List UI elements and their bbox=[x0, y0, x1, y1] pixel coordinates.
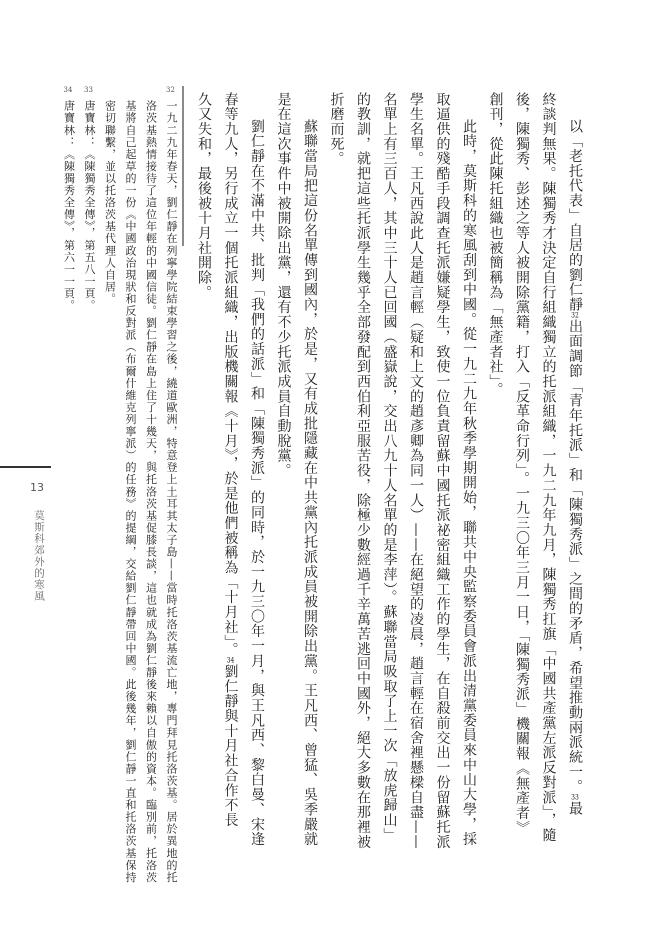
text-segment: 名單上有三百人，其中三十人已回國（盛嶽說，交出八九十人名單的是李萍）。蘇聯當局吸取了上一次「放虎歸山」 bbox=[381, 92, 398, 843]
text-segment: 出面調節「青年托派」和「陳獨秀派」之間的矛盾，希望推動兩派統一。 bbox=[567, 319, 583, 795]
footnote-column bbox=[58, 86, 79, 883]
text-column bbox=[244, 92, 271, 847]
text-segment: 後，陳獨秀、彭述之等人被開除黨籍，打入「反革命行列」。一九三〇年三月一日，「陳獨秀派」機關報《無產者》 bbox=[514, 92, 530, 836]
text-segment: 是在這次事件中被開除出黨，還有不少托派成員自動脫黨。 bbox=[275, 92, 292, 479]
text-segment: 最 bbox=[567, 801, 583, 817]
text-segment: 終談判無果。陳獨秀才決定自行組織獨立的托派組織，一九二九年九月，陳獨秀扛旗「中國共產黨左派反對派」，隨 bbox=[540, 92, 557, 843]
text-segment: 春等九人，另行成立一個托派組織，出版機關報《十月》，於是他們被稱為「十月社」。 bbox=[222, 92, 239, 658]
footnote-column bbox=[161, 86, 182, 883]
running-title: 莫斯科郊外的寒風 bbox=[33, 510, 45, 602]
text-column bbox=[191, 92, 218, 832]
page-number: 13 bbox=[30, 481, 44, 494]
footnote-marker: 33 bbox=[571, 794, 579, 802]
text-column bbox=[323, 92, 350, 832]
footnote-text: 密切聯繫，並以托洛茨基代理人自居。 bbox=[103, 100, 117, 305]
footnote-column bbox=[120, 86, 141, 883]
text-segment: 以「老托代表」自居的劉仁靜 bbox=[567, 119, 583, 313]
text-column bbox=[376, 92, 403, 843]
footnote-number: 32 bbox=[166, 86, 175, 94]
footnote-text: 基將自己起草的一份《中國政治現狀和反對派（布爾什維克列寧派）的任務》的提綱，交給劉仁靜帶回中國。此後幾年，劉仁靜一直和托洛茨基保持 bbox=[124, 100, 137, 884]
footnote-number: 34 bbox=[63, 86, 73, 94]
footnote-text: 洛茨基熱情接待了這位年輕的中國信徒。劉仁靜在島上住了十幾天，與托洛茨基促膝長談，這也就成為劉仁靜後來賴以自傲的資本。臨別前，托洛茨 bbox=[144, 100, 158, 884]
text-column bbox=[482, 92, 509, 832]
text-column bbox=[350, 92, 377, 850]
text-column bbox=[217, 92, 244, 832]
text-segment: 此時，莫斯科的寒風刮到中國。從一九二九年秋季學期開始，聯共中央監察委員會派出清黨委員來中山大學，採 bbox=[461, 119, 477, 847]
text-segment: 創刊，從此陳托組織也被簡稱為「無產者社」。 bbox=[487, 92, 504, 397]
footnote-text: 一九二九年春天，劉仁靜在列寧學院結束學習之後，繞道歐洲，特意登上土耳其太子島——當時托洛茨基流亡地，專門拜見托洛茨基。居於異地的托 bbox=[165, 100, 178, 884]
text-segment: 的教訓，就把這些托派學生幾乎全部發配到西伯利亞服苦役，除極少數經過千辛萬苦逃回中國外，絕大多數在那裡被 bbox=[355, 92, 371, 850]
footnote-text: 唐寶林：《陳獨秀全傳》，第六一一頁。 bbox=[62, 100, 76, 312]
text-column bbox=[403, 92, 430, 850]
footnote-column bbox=[99, 86, 120, 883]
margin-rule bbox=[0, 466, 51, 468]
text-segment: 劉仁靜在不滿中共、批判「我們的話派」和「陳獨秀派」的同時，於一九三〇年一月，與王凡西、黎白曼、宋逢 bbox=[249, 119, 265, 847]
text-column bbox=[297, 92, 324, 847]
text-segment: 取逼供的殘酷手段調查托派嫌疑學生，致使一位負責留蘇中國托派祕密組織工作的學生，在自殺前交出一份留蘇托派 bbox=[434, 92, 451, 850]
footnote-marker: 32 bbox=[571, 312, 579, 320]
footnotes bbox=[58, 86, 181, 883]
footnote-divider bbox=[182, 86, 184, 246]
text-column bbox=[562, 92, 589, 832]
footnote-text: 唐寶林：《陳獨秀全傳》，第五八一頁。 bbox=[83, 100, 96, 312]
footnote-marker: 34 bbox=[226, 657, 235, 665]
text-segment: 學生名單。王凡西說此人是趙言輕（疑和上文的趙彥卿為同一人）——在絕望的凌晨，趙言輕在宿舍裡懸樑自盡—— bbox=[408, 92, 424, 850]
footnote-column bbox=[140, 86, 161, 883]
body-text bbox=[191, 92, 589, 850]
footnote-column bbox=[79, 86, 100, 883]
text-segment: 蘇聯當局把這份名單傳到國內，於是，又有成批隱藏在中共黨內托派成員被開除出黨。王凡西、曾猛、吳季嚴就 bbox=[302, 119, 318, 847]
text-column bbox=[270, 92, 297, 832]
text-segment: 折磨而死。 bbox=[328, 92, 345, 167]
text-column bbox=[429, 92, 456, 850]
text-column bbox=[509, 92, 536, 836]
footnote-number: 33 bbox=[84, 86, 93, 94]
text-column bbox=[535, 92, 562, 843]
text-column bbox=[456, 92, 483, 847]
text-segment: 久又失和，最後被十月社開除。 bbox=[196, 92, 212, 300]
text-segment: 劉仁靜與十月社合作不長 bbox=[222, 664, 239, 828]
